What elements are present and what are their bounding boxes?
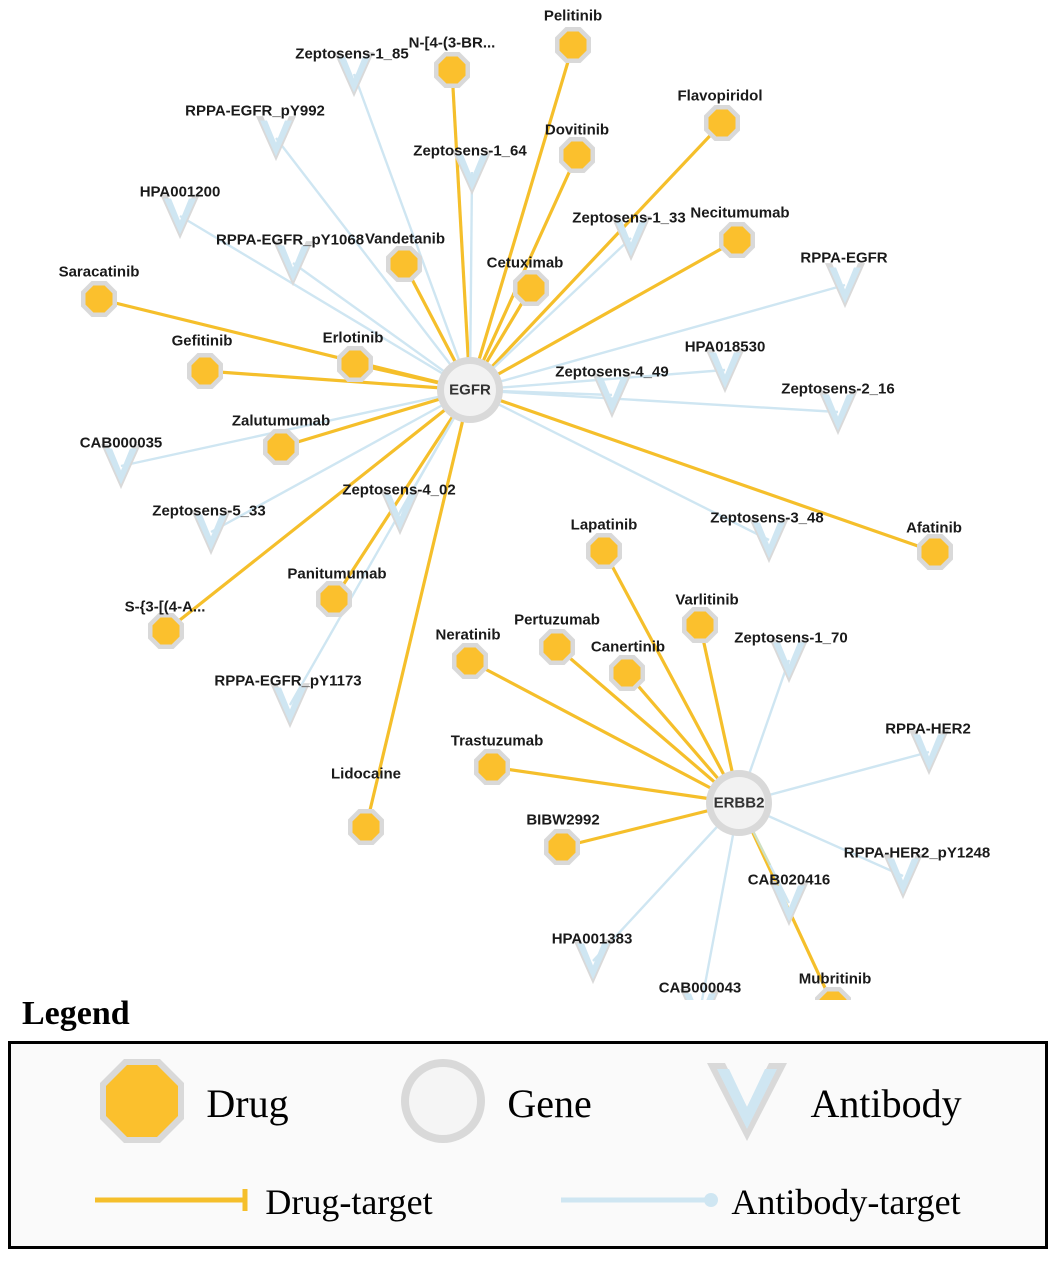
antibody-label: CAB000035: [79, 434, 163, 452]
antibody-label: Zeptosens-3_48: [710, 509, 824, 527]
drug-label: N-[4-(3-BR...: [408, 34, 496, 52]
drug-node[interactable]: [614, 660, 641, 687]
antibody-node[interactable]: [753, 523, 785, 559]
drug-node[interactable]: [439, 57, 466, 84]
legend-edge-row: [11, 1162, 1045, 1242]
drug-label: Canertinib: [590, 638, 666, 656]
drug-node[interactable]: [353, 814, 380, 841]
drug-node[interactable]: [342, 351, 369, 378]
drug-target-edge: [452, 70, 470, 390]
antibody-node[interactable]: [195, 515, 227, 551]
legend-label-drug-target: Drug-target: [265, 1182, 433, 1222]
drug-label: Pelitinib: [543, 7, 603, 25]
antibody-label: HPA001383: [551, 930, 633, 948]
legend-label-antibody-target: Antibody-target: [731, 1182, 961, 1222]
drug-label: Neratinib: [435, 626, 501, 644]
drug-node[interactable]: [591, 538, 618, 565]
drug-label: Zalutumumab: [231, 412, 331, 430]
drug-target-edge: [470, 123, 722, 390]
antibody-label: Zeptosens-1_33: [572, 209, 686, 227]
drug-octagon-icon: [94, 1053, 190, 1154]
drug-node[interactable]: [922, 539, 949, 566]
drug-target-edge: [366, 390, 470, 827]
antibody-target-edge: [211, 390, 470, 532]
antibody-label: Zeptosens-4_02: [342, 481, 456, 499]
drug-label: S-{3-[(4-A...: [124, 598, 206, 616]
drug-label: Trastuzumab: [450, 732, 544, 750]
antibody-label: RPPA-EGFR_pY1173: [214, 672, 362, 690]
gene-node[interactable]: [444, 364, 496, 416]
drug-label: Cetuximab: [486, 254, 564, 272]
drug-label: Lidocaine: [330, 765, 402, 783]
drug-node[interactable]: [321, 586, 348, 613]
legend-node-row: [11, 1044, 1045, 1162]
gene-label: ERBB2: [713, 794, 765, 812]
legend-label-gene: Gene: [507, 1080, 592, 1126]
drug-node[interactable]: [560, 32, 587, 59]
legend-title: Legend: [22, 995, 130, 1032]
drug-node[interactable]: [153, 618, 180, 645]
drug-node[interactable]: [724, 227, 751, 254]
drug-target-edge: [334, 390, 470, 599]
drug-label: Vandetanib: [364, 230, 446, 248]
drug-node[interactable]: [86, 286, 113, 313]
drug-node[interactable]: [479, 754, 506, 781]
drug-label: Afatinib: [906, 519, 962, 537]
gene-node[interactable]: [713, 777, 765, 829]
drug-label: Saracatinib: [58, 263, 140, 281]
drug-label: Dovitinib: [544, 121, 610, 139]
legend-label-antibody: Antibody: [810, 1080, 962, 1126]
drug-label: Pertuzumab: [514, 611, 600, 629]
antibody-label: RPPA-EGFR_pY992: [185, 102, 325, 120]
legend: [8, 995, 1048, 1249]
drug-label: Gefitinib: [171, 332, 233, 350]
drug-node[interactable]: [518, 275, 545, 302]
drug-node[interactable]: [192, 358, 219, 385]
antibody-node[interactable]: [773, 886, 805, 922]
antibody-vee-icon: [699, 1053, 795, 1154]
drug-label: BIBW2992: [526, 811, 600, 829]
antibody-target-edge: [180, 216, 470, 390]
antibody-label: CAB020416: [747, 871, 831, 889]
drug-label: Panitumumab: [287, 565, 387, 583]
drug-node[interactable]: [549, 834, 576, 861]
drug-label: Lapatinib: [570, 516, 638, 534]
drug-label: Flavopiridol: [677, 87, 763, 105]
drug-node[interactable]: [268, 434, 295, 461]
antibody-label: CAB000043: [658, 979, 742, 997]
gene-circle-icon: [395, 1053, 491, 1154]
antibody-node[interactable]: [274, 688, 306, 724]
antibody-node[interactable]: [105, 449, 137, 485]
legend-item-drug: [94, 1053, 288, 1154]
legend-label-drug: Drug: [206, 1080, 289, 1126]
antibody-label: Zeptosens-1_85: [295, 45, 409, 63]
antibody-target-edge: [470, 390, 769, 540]
antibody-label: RPPA-HER2_pY1248: [843, 844, 991, 862]
drug-node[interactable]: [391, 251, 418, 278]
drug-node[interactable]: [544, 634, 571, 661]
antibody-label: RPPA-EGFR: [800, 249, 888, 267]
drug-label: Necitumumab: [690, 204, 790, 222]
drug-label: Varlitinib: [675, 591, 739, 609]
antibody-node[interactable]: [887, 859, 919, 895]
antibody-label: RPPA-EGFR_pY1068: [215, 231, 365, 249]
drug-target-edge: [470, 661, 739, 803]
antibody-target-edge: [276, 138, 470, 390]
legend-item-antibody: [699, 1053, 962, 1154]
antibody-node[interactable]: [577, 944, 609, 980]
drug-target-edge: [470, 45, 573, 390]
antibody-label: HPA001200: [139, 183, 221, 201]
drug-node[interactable]: [687, 612, 714, 639]
legend-item-drug-target: [95, 1181, 432, 1223]
antibody-label: Zeptosens-1_70: [734, 629, 848, 647]
drug-node[interactable]: [457, 648, 484, 675]
antibody-target-edge-icon: [561, 1185, 721, 1220]
antibody-label: HPA018530: [684, 338, 766, 356]
antibody-label: Zeptosens-4_49: [555, 363, 669, 381]
antibody-label: RPPA-HER2: [885, 720, 971, 738]
legend-item-antibody-target: [561, 1181, 960, 1223]
drug-node[interactable]: [709, 110, 736, 137]
drug-label: Mubritinib: [798, 970, 872, 988]
antibody-target-edge: [354, 74, 470, 390]
gene-label: EGFR: [449, 381, 491, 399]
antibody-label: Zeptosens-5_33: [152, 502, 266, 520]
drug-target-edge: [470, 390, 935, 552]
antibody-label: Zeptosens-1_64: [413, 142, 527, 160]
legend-item-gene: [395, 1053, 591, 1154]
drug-node[interactable]: [564, 142, 591, 169]
drug-label: Erlotinib: [322, 329, 384, 347]
drug-target-edge-icon: [95, 1185, 255, 1220]
legend-box: [8, 1041, 1048, 1249]
antibody-label: Zeptosens-2_16: [781, 380, 895, 398]
